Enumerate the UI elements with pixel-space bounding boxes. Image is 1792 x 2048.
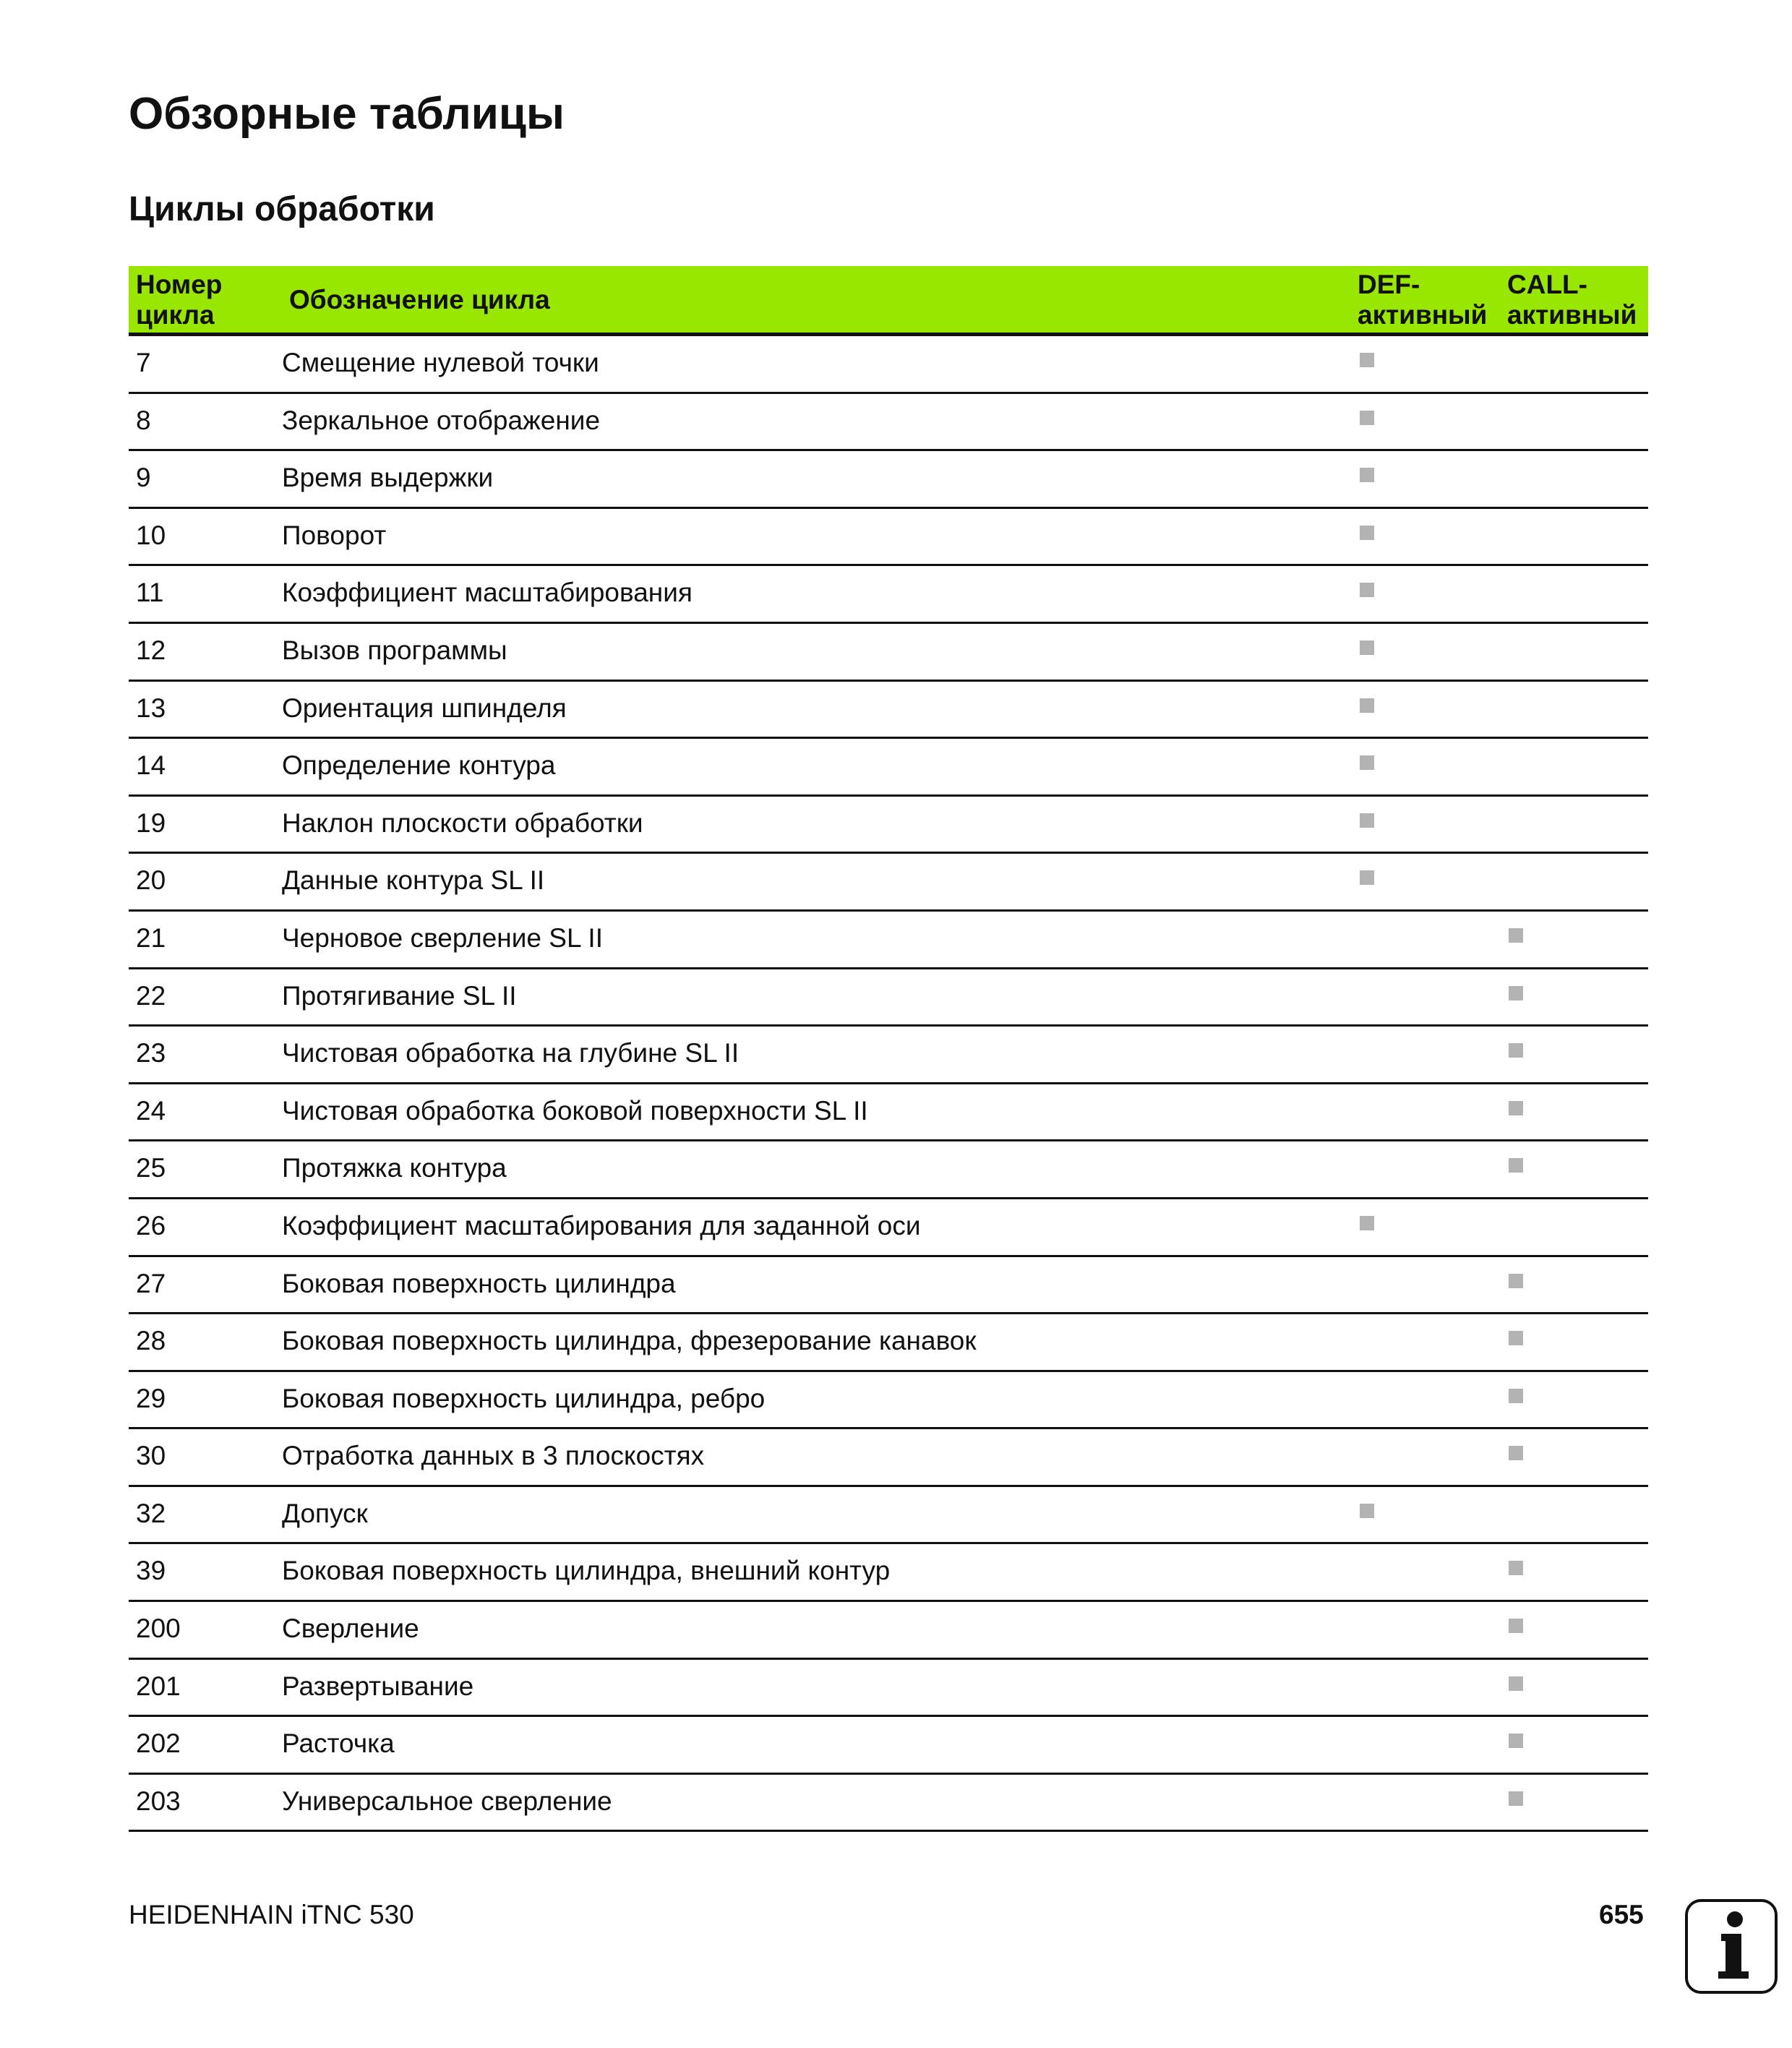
cycle-number: 200 bbox=[136, 1614, 181, 1644]
table-row bbox=[129, 739, 1648, 797]
call-active-marker bbox=[1509, 928, 1523, 943]
cycle-name: Сверление bbox=[282, 1614, 419, 1644]
call-active-marker bbox=[1509, 1158, 1523, 1173]
cycle-number: 26 bbox=[136, 1210, 166, 1241]
cycle-number: 24 bbox=[136, 1095, 166, 1126]
cycle-name: Боковая поверхность цилиндра, фрезерование канавок bbox=[282, 1326, 977, 1356]
cycle-name: Наклон плоскости обработки bbox=[282, 807, 643, 838]
call-active-marker bbox=[1509, 1619, 1523, 1633]
cycle-number: 39 bbox=[136, 1556, 166, 1586]
cycle-name: Допуск bbox=[282, 1498, 368, 1528]
cycle-name: Смещение нулевой точки bbox=[282, 348, 599, 377]
cycle-number: 202 bbox=[136, 1728, 181, 1759]
cycle-number: 25 bbox=[136, 1153, 166, 1183]
page-number: 655 bbox=[1599, 1900, 1644, 1929]
def-active-marker bbox=[1360, 468, 1374, 482]
cycle-name: Вызов программы bbox=[282, 635, 507, 665]
def-active-marker bbox=[1360, 1216, 1374, 1230]
call-active-marker bbox=[1509, 1331, 1523, 1345]
footer-product: HEIDENHAIN iTNC 530 bbox=[129, 1900, 414, 1929]
call-active-marker bbox=[1509, 1791, 1523, 1806]
section-title: Циклы обработки bbox=[129, 190, 435, 228]
info-icon bbox=[1685, 1899, 1778, 1994]
call-active-marker bbox=[1509, 1274, 1523, 1288]
cycle-name: Протягивание SL II bbox=[282, 980, 517, 1011]
cycle-number: 203 bbox=[136, 1786, 181, 1816]
cycle-number: 19 bbox=[136, 807, 166, 838]
cycle-number: 27 bbox=[136, 1268, 166, 1298]
cycle-name: Универсальное сверление bbox=[282, 1786, 612, 1816]
cycle-name: Боковая поверхность цилиндра, внешний контур bbox=[282, 1556, 891, 1586]
header-cycle-name: Обозначение цикла bbox=[289, 285, 550, 314]
table-row bbox=[129, 1314, 1648, 1372]
table-row bbox=[129, 451, 1648, 509]
def-active-marker bbox=[1360, 870, 1374, 885]
page-title: Обзорные таблицы bbox=[129, 89, 565, 139]
header-cycle-number: Номер цикла bbox=[136, 270, 223, 330]
cycle-number: 21 bbox=[136, 922, 166, 953]
cycle-number: 11 bbox=[136, 578, 164, 608]
table-row bbox=[129, 1141, 1648, 1199]
def-active-marker bbox=[1360, 411, 1374, 425]
cycle-number: 7 bbox=[136, 348, 151, 377]
table-row bbox=[129, 336, 1648, 394]
table-row bbox=[129, 969, 1648, 1027]
info-glyph bbox=[1688, 1902, 1775, 1991]
table-row bbox=[129, 1084, 1648, 1142]
cycle-number: 14 bbox=[136, 750, 166, 781]
def-active-marker bbox=[1360, 813, 1374, 828]
cycle-number: 8 bbox=[136, 405, 151, 435]
cycle-number: 30 bbox=[136, 1441, 166, 1471]
def-active-marker bbox=[1360, 1504, 1374, 1518]
table-row bbox=[129, 394, 1648, 452]
table-row bbox=[129, 1717, 1648, 1775]
cycle-number: 9 bbox=[136, 463, 151, 493]
cycle-name: Определение контура bbox=[282, 750, 556, 781]
cycle-name: Черновое сверление SL II bbox=[282, 922, 603, 953]
table-row bbox=[129, 912, 1648, 969]
cycle-number: 13 bbox=[136, 693, 166, 723]
cycle-number: 32 bbox=[136, 1498, 166, 1528]
call-active-marker bbox=[1509, 1043, 1523, 1058]
table-row bbox=[129, 1429, 1648, 1487]
cycle-number: 201 bbox=[136, 1671, 181, 1701]
cycle-name: Чистовая обработка боковой поверхности SL II bbox=[282, 1095, 868, 1126]
table-body bbox=[129, 336, 1648, 1832]
cycle-name: Ориентация шпинделя bbox=[282, 693, 567, 723]
table-row bbox=[129, 1257, 1648, 1315]
cycle-name: Боковая поверхность цилиндра, ребро bbox=[282, 1383, 766, 1413]
cycle-number: 22 bbox=[136, 980, 166, 1011]
def-active-marker bbox=[1360, 526, 1374, 540]
table-row bbox=[129, 509, 1648, 567]
call-active-marker bbox=[1509, 1446, 1523, 1460]
table-row bbox=[129, 1199, 1648, 1257]
cycle-name: Время выдержки bbox=[282, 463, 494, 493]
call-active-marker bbox=[1509, 1734, 1523, 1748]
cycle-name: Развертывание bbox=[282, 1671, 474, 1701]
cycles-table bbox=[129, 266, 1648, 1832]
def-active-marker bbox=[1360, 755, 1374, 770]
cycle-name: Протяжка контура bbox=[282, 1153, 507, 1183]
cycle-name: Коэффициент масштабирования для заданной оси bbox=[282, 1210, 921, 1241]
cycle-name: Боковая поверхность цилиндра bbox=[282, 1268, 676, 1298]
table-row bbox=[129, 1487, 1648, 1545]
cycle-number: 20 bbox=[136, 865, 166, 896]
table-header bbox=[129, 266, 1648, 336]
call-active-marker bbox=[1509, 1389, 1523, 1403]
table-row bbox=[129, 1544, 1648, 1602]
cycle-number: 28 bbox=[136, 1326, 166, 1356]
cycle-number: 10 bbox=[136, 520, 166, 550]
cycle-name: Зеркальное отображение bbox=[282, 405, 601, 435]
def-active-marker bbox=[1360, 353, 1374, 367]
header-def-active: DEF- активный bbox=[1358, 270, 1488, 330]
table-row bbox=[129, 1602, 1648, 1660]
header-call-active: CALL- активный bbox=[1507, 270, 1637, 330]
def-active-marker bbox=[1360, 640, 1374, 655]
cycle-name: Поворот bbox=[282, 520, 387, 550]
cycle-name: Данные контура SL II bbox=[282, 865, 545, 896]
call-active-marker bbox=[1509, 1676, 1523, 1691]
cycle-name: Чистовая обработка на глубине SL II bbox=[282, 1038, 739, 1068]
table-row bbox=[129, 1372, 1648, 1430]
cycle-name: Расточка bbox=[282, 1728, 395, 1759]
def-active-marker bbox=[1360, 583, 1374, 597]
cycle-number: 29 bbox=[136, 1383, 166, 1413]
def-active-marker bbox=[1360, 698, 1374, 713]
table-row bbox=[129, 1775, 1648, 1833]
cycle-number: 12 bbox=[136, 635, 166, 665]
table-row bbox=[129, 1027, 1648, 1084]
table-row bbox=[129, 1660, 1648, 1718]
call-active-marker bbox=[1509, 986, 1523, 1001]
table-row bbox=[129, 624, 1648, 682]
table-row bbox=[129, 682, 1648, 740]
cycle-name: Отработка данных в 3 плоскостях bbox=[282, 1441, 705, 1471]
cycle-name: Коэффициент масштабирования bbox=[282, 578, 693, 608]
table-row bbox=[129, 797, 1648, 854]
cycle-number: 23 bbox=[136, 1038, 166, 1068]
call-active-marker bbox=[1509, 1561, 1523, 1575]
call-active-marker bbox=[1509, 1101, 1523, 1115]
table-row bbox=[129, 854, 1648, 912]
table-row bbox=[129, 566, 1648, 624]
